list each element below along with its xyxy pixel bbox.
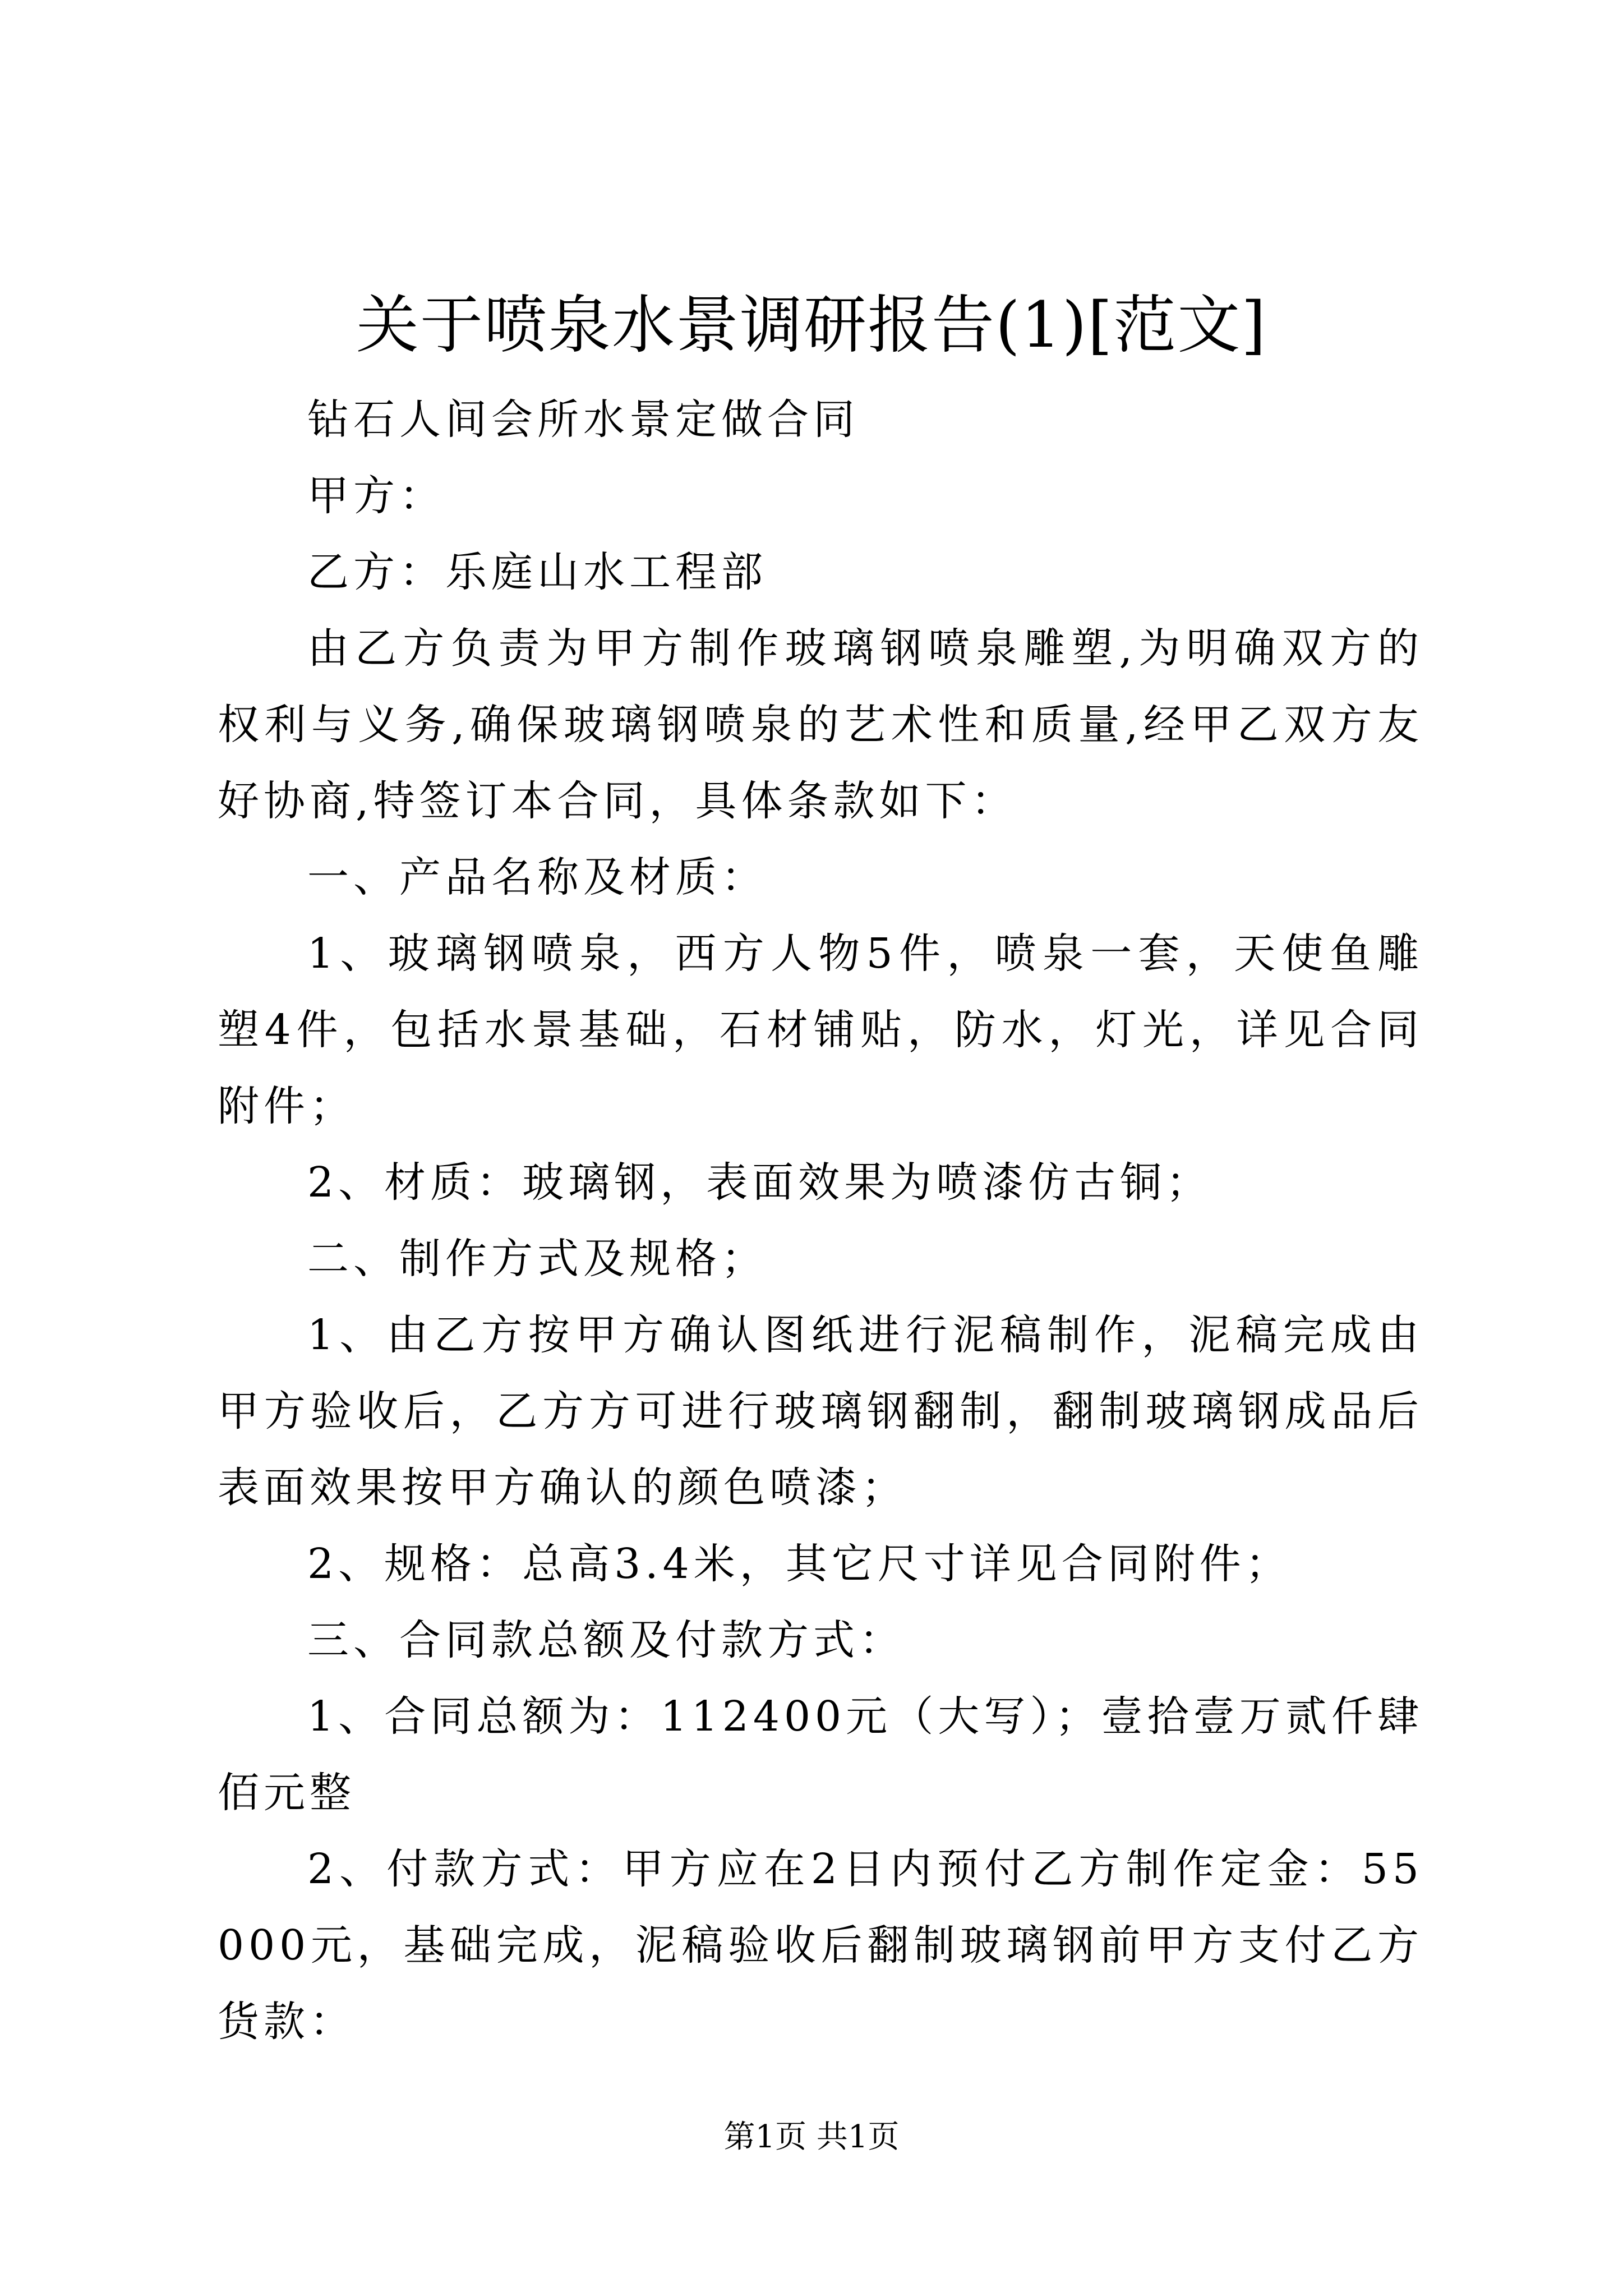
- paragraph: 2、规格：总高3.4米，其它尺寸详见合同附件；: [307, 1540, 1292, 1588]
- paragraph: 甲方：: [307, 472, 445, 520]
- paragraph: 2、材质：玻璃钢，表面效果为喷漆仿古铜；: [307, 1158, 1212, 1207]
- paragraph: 2、付款方式：甲方应在2日内预付乙方制作定金：55000元，基础完成，泥稿验收后翻制玻璃钢前甲方支付乙方货款：: [218, 1845, 1423, 2046]
- page-footer: 第1页 共1页: [723, 2119, 900, 2155]
- paragraph: 1、由乙方按甲方确认图纸进行泥稿制作，泥稿完成由甲方验收后，乙方方可进行玻璃钢翻制，翻制玻璃钢成品后表面效果按甲方确认的颜色喷漆；: [218, 1311, 1423, 1512]
- paragraph: 1、合同总额为：112400元（大写）；壹拾壹万贰仟肆佰元整: [218, 1692, 1423, 1817]
- paragraph: 钻石人间会所水景定做合同: [307, 395, 859, 444]
- document-title: 关于喷泉水景调研报告(1)[范文]: [356, 289, 1267, 362]
- paragraph: 一、产品名称及材质：: [307, 853, 767, 901]
- paragraph: 由乙方负责为甲方制作玻璃钢喷泉雕塑,为明确双方的权利与义务,确保玻璃钢喷泉的艺术性和质量,经甲乙双方友好协商,特签订本合同，具体条款如下：: [218, 624, 1423, 825]
- paragraph: 二、制作方式及规格；: [307, 1235, 767, 1283]
- paragraph: 三、合同款总额及付款方式：: [307, 1616, 905, 1664]
- paragraph: 1、玻璃钢喷泉，西方人物5件，喷泉一套，天使鱼雕塑4件，包括水景基础，石材铺贴，防水，灯光，详见合同附件；: [218, 930, 1423, 1130]
- paragraph: 乙方：乐庭山水工程部: [307, 548, 767, 596]
- document-body: [218, 381, 1423, 2060]
